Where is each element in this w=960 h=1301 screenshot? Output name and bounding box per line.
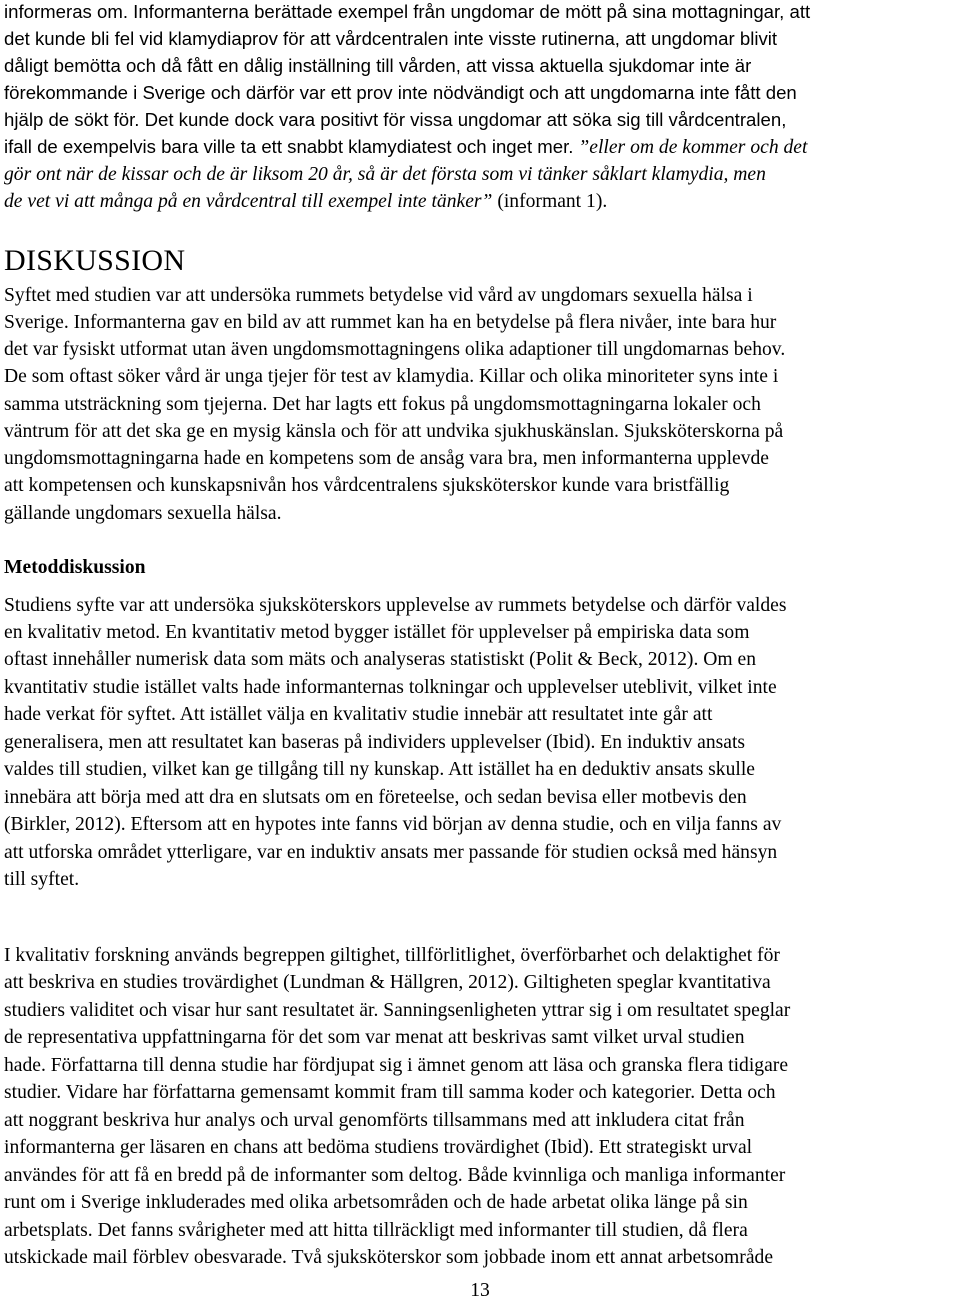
page-number: 13	[470, 1280, 490, 1301]
text-line: Syftet med studien var att undersöka rummets betydelse vid vård av ungdomars sexuella hälsa i	[4, 285, 753, 306]
section-heading-discussion: DISKUSSION	[4, 244, 186, 277]
text-line: valdes till studien, vilket kan ge tillgång till ny kunskap. Att istället ha en deduktiv ansats skulle	[4, 759, 755, 780]
text-line: Studiens syfte var att undersöka sjuksköterskors upplevelse av rummets betydelse och därför valdes	[4, 595, 787, 616]
text-line: dåligt bemötta och då fått en dålig inställning till vården, att vissa aktuella sjukdomar inte är	[4, 55, 752, 76]
text-line: att utforska området ytterligare, var en induktiv ansats mer passande för studien också med hänsyn	[4, 842, 778, 863]
text-line: generalisera, men att resultatet kan baseras på individers upplevelser (Ibid). En induktiv ansats	[4, 732, 746, 753]
text-line: att beskriva en studies trovärdighet (Lundman & Hällgren, 2012). Giltigheten speglar kvantitativa	[4, 972, 771, 993]
text-line: De som oftast söker vård är unga tjejer för test av klamydia. Killar och olika minoriteter syns inte i	[4, 366, 779, 387]
text-line: I kvalitativ forskning används begreppen giltighet, tillförlitlighet, överförbarhet och delaktighet för	[4, 945, 780, 966]
text-line: utskickade mail förblev obesvarade. Två sjuksköterskor som jobbade inom ett annat arbetsområde	[4, 1247, 774, 1268]
text-line: att noggrant beskriva hur analys och urval genomförts tillsammans med att inkludera citat från	[4, 1110, 745, 1131]
section-heading-method: Metoddiskussion	[4, 557, 146, 578]
text-line: hjälp de sökt för. Det kunde dock vara positivt för vissa ungdomar att söka sig till vårdcentralen,	[4, 109, 787, 130]
text-line: det kunde bli fel vid klamydiaprov för att vårdcentralen inte visste rutinerna, att ungdomar blivit	[4, 28, 778, 49]
text-line: kvantitativ studie istället valts hade informanternas tolkningar och upplevelser uteblivit, vilket inte	[4, 677, 777, 698]
text-line: det var fysiskt utformat utan även ungdomsmottagningens olika adaptioner till ungdomarnas behov.	[4, 339, 786, 360]
text-line: samma utsträckning som tjejerna. Det har lagts ett fokus på ungdomsmottagningarna lokaler och	[4, 394, 761, 415]
text-line: väntrum för att det ska ge en mysig känsla och för att undvika sjukhuskänslan. Sjuksköterskorna på	[4, 421, 784, 442]
text-line: förekommande i Sverige och därför var ett prov inte nödvändigt och att ungdomarna inte fått den	[4, 82, 797, 103]
quote-source: (informant 1).	[492, 191, 608, 212]
text-line: arbetsplats. Det fanns svårigheter med att hitta tillräckligt med informanter till studien, då flera	[4, 1220, 748, 1241]
text-line: (Birkler, 2012). Eftersom att en hypotes inte fanns vid början av denna studie, och en vilja fanns av	[4, 814, 782, 835]
text-span: ifall de exempelvis bara ville ta ett snabbt klamydiatest och inget mer.	[4, 136, 574, 157]
text-line: studiers validitet och visar hur sant resultatet är. Sanningsenligheten yttrar sig i om resultatet speglar	[4, 1000, 791, 1021]
text-line: studier. Vidare har författarna gemensamt kommit fram till samma koder och kategorier. Detta och	[4, 1082, 776, 1103]
quote-text: ”eller om de kommer och det	[573, 137, 808, 158]
text-line	[4, 138, 807, 158]
quote-line: gör ont när de kissar och de är liksom 20 år, så är det första som vi tänker såklart klamydia, men	[4, 164, 766, 185]
quote-text: de vet vi att många på en vårdcentral till exempel inte tänker”	[4, 191, 493, 212]
quote-line	[4, 192, 607, 212]
text-line: hade verkat för syftet. Att istället välja en kvalitativ studie innebär att resultatet inte går att	[4, 704, 713, 725]
text-line: informeras om. Informanterna berättade exempel från ungdomar de mött på sina mottagningar, att	[4, 1, 811, 22]
text-line: informanterna ger läsaren en chans att bedöma studiens trovärdighet (Ibid). Ett strategiskt urval	[4, 1137, 753, 1158]
text-line: till syftet.	[4, 869, 80, 890]
text-line: runt om i Sverige inkluderades med olika arbetsområden och de hade arbetat olika länge på sin	[4, 1192, 748, 1213]
text-line: de representativa uppfattningarna för det som var menat att beskrivas samt vilket urval studien	[4, 1027, 745, 1048]
text-line: oftast innehåller numerisk data som mäts och analyseras statistiskt (Polit & Beck, 2012). Om en	[4, 649, 757, 670]
text-line: ungdomsmottagningarna hade en kompetens som de ansåg vara bra, men informanterna upplevde	[4, 448, 770, 469]
text-line: hade. Författarna till denna studie har fördjupat sig i ämnet genom att läsa och granska flera tidigare	[4, 1055, 789, 1076]
text-line: innebära att börja med att dra en slutsats om en företeelse, och sedan bevisa eller motbevis den	[4, 787, 747, 808]
text-line: gällande ungdomars sexuella hälsa.	[4, 503, 282, 524]
text-line: användes för att få en bredd på de informanter som deltog. Både kvinnliga och manliga informanter	[4, 1165, 786, 1186]
text-line: en kvalitativ metod. En kvantitativ metod bygger istället för upplevelser på empiriska data som	[4, 622, 750, 643]
text-line: att kompetensen och kunskapsnivån hos vårdcentralens sjuksköterskor kunde vara bristfällig	[4, 475, 730, 496]
text-line: Sverige. Informanterna gav en bild av att rummet kan ha en betydelse på flera nivåer, inte bara hur	[4, 312, 777, 333]
